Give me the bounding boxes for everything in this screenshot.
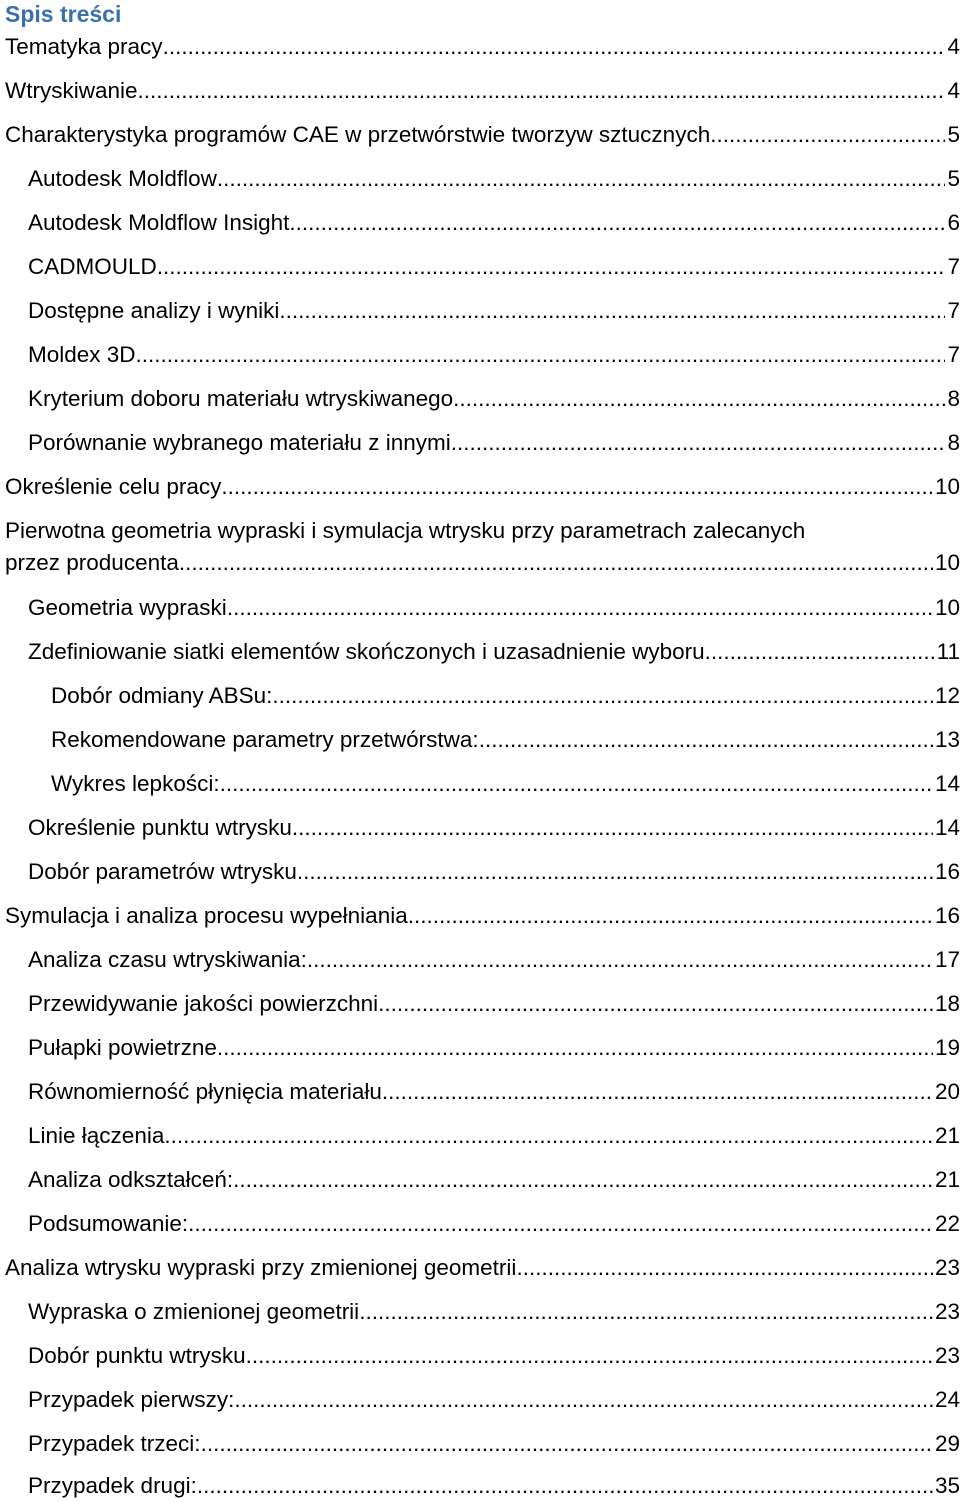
toc-leader-dots bbox=[164, 1120, 933, 1152]
toc-page-number: 16 bbox=[934, 859, 960, 884]
toc-page-number: 18 bbox=[934, 991, 960, 1016]
toc-entry-text: Kryterium doboru materiału wtryskiwanego bbox=[28, 386, 454, 411]
toc-entry-text: Przypadek pierwszy: bbox=[28, 1387, 235, 1412]
toc-entry[interactable] bbox=[5, 1252, 960, 1284]
toc-leader-dots bbox=[297, 856, 933, 888]
toc-entry-text: Określenie punktu wtrysku bbox=[28, 815, 292, 840]
toc-leader-dots bbox=[234, 1384, 933, 1416]
toc-leader-dots bbox=[451, 427, 946, 459]
toc-page-number: 4 bbox=[947, 34, 960, 59]
toc-page-number: 5 bbox=[947, 166, 960, 191]
toc-leader-dots bbox=[705, 636, 935, 668]
toc-entry-text: Rekomendowane parametry przetwórstwa: bbox=[51, 727, 479, 752]
toc-entry-text: Określenie celu pracy bbox=[5, 474, 222, 499]
toc-entry-text: Moldex 3D bbox=[28, 342, 136, 367]
toc-page-number: 23 bbox=[934, 1343, 960, 1368]
toc-entry-text: Analiza czasu wtryskiwania: bbox=[28, 947, 307, 972]
toc-page-number: 7 bbox=[947, 298, 960, 323]
toc-leader-dots bbox=[289, 207, 945, 239]
toc-page-number: 4 bbox=[947, 78, 960, 103]
toc-leader-dots bbox=[221, 471, 933, 503]
toc-leader-dots bbox=[136, 339, 946, 371]
toc-entry-text: Geometria wypraski bbox=[28, 595, 227, 620]
toc-leader-dots bbox=[382, 1076, 933, 1108]
toc-entry[interactable] bbox=[28, 1076, 960, 1108]
toc-page-number: 17 bbox=[934, 947, 960, 972]
toc-entry[interactable] bbox=[28, 251, 960, 283]
toc-leader-dots bbox=[378, 988, 933, 1020]
toc-leader-dots bbox=[516, 1252, 933, 1284]
toc-leader-dots bbox=[479, 724, 933, 756]
toc-page-number: 21 bbox=[934, 1167, 960, 1192]
toc-entry[interactable] bbox=[28, 163, 960, 195]
toc-entry-text: Charakterystyka programów CAE w przetwórstwie tworzyw sztucznych bbox=[5, 122, 711, 147]
toc-page-number: 5 bbox=[947, 122, 960, 147]
toc-leader-dots bbox=[710, 119, 945, 151]
toc-entry-text: Przypadek drugi: bbox=[28, 1473, 197, 1498]
toc-entry[interactable] bbox=[28, 812, 960, 844]
toc-entry-text: Symulacja i analiza procesu wypełniania bbox=[5, 903, 408, 928]
toc-page-number: 8 bbox=[947, 430, 960, 455]
toc-entry-text-continued: przez producenta bbox=[5, 550, 179, 575]
toc-entry-text: Analiza odkształceń: bbox=[28, 1167, 234, 1192]
toc-entry-text: Autodesk Moldflow Insight bbox=[28, 210, 290, 235]
toc-entry[interactable] bbox=[28, 988, 960, 1020]
toc-page-number: 23 bbox=[934, 1255, 960, 1280]
toc-entry[interactable] bbox=[28, 207, 960, 239]
toc-entry[interactable] bbox=[28, 944, 960, 976]
toc-leader-dots bbox=[163, 31, 946, 63]
toc-entry-text: Porównanie wybranego materiału z innymi bbox=[28, 430, 451, 455]
toc-entry-text: Dobór odmiany ABSu: bbox=[51, 683, 273, 708]
toc-leader-dots bbox=[246, 1340, 933, 1372]
toc-leader-dots bbox=[279, 295, 945, 327]
toc-entry[interactable] bbox=[28, 383, 960, 415]
toc-leader-dots bbox=[408, 900, 933, 932]
toc-page-number: 14 bbox=[934, 771, 960, 796]
toc-entry[interactable] bbox=[28, 1208, 960, 1240]
toc-leader-dots bbox=[307, 944, 933, 976]
toc-leader-dots bbox=[233, 1164, 933, 1196]
toc-entry-text: Linie łączenia bbox=[28, 1123, 165, 1148]
toc-page-number: 22 bbox=[934, 1211, 960, 1236]
toc-entry-text: Równomierność płynięcia materiału bbox=[28, 1079, 382, 1104]
toc-page-number: 19 bbox=[934, 1035, 960, 1060]
toc-entry[interactable] bbox=[28, 1164, 960, 1196]
toc-entry[interactable] bbox=[5, 900, 960, 932]
toc-entry-text: Wypraska o zmienionej geometrii bbox=[28, 1299, 360, 1324]
toc-entry-text: Pułapki powietrzne bbox=[28, 1035, 217, 1060]
toc-leader-dots bbox=[217, 1032, 933, 1064]
toc-page-number: 13 bbox=[934, 727, 960, 752]
toc-entry-text: Przypadek trzeci: bbox=[28, 1431, 201, 1456]
toc-entry[interactable] bbox=[28, 339, 960, 371]
toc-title: Spis treści bbox=[5, 1, 122, 27]
toc-entry-text: Podsumowanie: bbox=[28, 1211, 189, 1236]
toc-page-number: 24 bbox=[934, 1387, 960, 1412]
toc-entry[interactable] bbox=[5, 471, 960, 503]
toc-entry-text: Analiza wtrysku wypraski przy zmienionej geometrii bbox=[5, 1255, 517, 1280]
toc-entry[interactable] bbox=[28, 1032, 960, 1064]
toc-leader-dots bbox=[220, 768, 933, 800]
toc-entry[interactable] bbox=[28, 427, 960, 459]
toc-page-number: 7 bbox=[947, 254, 960, 279]
toc-leader-dots bbox=[272, 680, 933, 712]
toc-entry-text: Dobór parametrów wtrysku bbox=[28, 859, 297, 884]
toc-page-number: 6 bbox=[947, 210, 960, 235]
toc-entry[interactable] bbox=[5, 515, 960, 579]
toc-leader-dots bbox=[188, 1208, 933, 1240]
toc-entry[interactable] bbox=[5, 75, 960, 107]
toc-leader-dots bbox=[453, 383, 945, 415]
toc-entry[interactable] bbox=[51, 680, 960, 712]
toc-page-number: 10 bbox=[934, 550, 960, 575]
toc-entry-text: Przewidywanie jakości powierzchni bbox=[28, 991, 379, 1016]
toc-leader-dots bbox=[217, 163, 946, 195]
toc-entry-text: Dobór punktu wtrysku bbox=[28, 1343, 246, 1368]
toc-entry[interactable] bbox=[51, 724, 960, 756]
toc-entry[interactable] bbox=[28, 636, 960, 668]
toc-entry-text: Tematyka pracy bbox=[5, 34, 163, 59]
toc-page-number: 7 bbox=[947, 342, 960, 367]
toc-leader-dots bbox=[227, 592, 933, 624]
toc-entry[interactable] bbox=[5, 119, 960, 151]
toc-leader-dots bbox=[157, 251, 946, 283]
toc-page-number: 16 bbox=[934, 903, 960, 928]
toc-page-number: 21 bbox=[934, 1123, 960, 1148]
toc-page-number: 23 bbox=[934, 1299, 960, 1324]
toc-page-number: 12 bbox=[934, 683, 960, 708]
toc-entry-text: Pierwotna geometria wypraski i symulacja wtrysku przy parametrach zalecanych bbox=[5, 518, 806, 543]
toc-entry[interactable] bbox=[28, 1120, 960, 1152]
toc-entry[interactable] bbox=[28, 1428, 960, 1460]
toc-leader-dots bbox=[138, 75, 946, 107]
toc-entry[interactable] bbox=[28, 592, 960, 624]
toc-page-number: 10 bbox=[934, 595, 960, 620]
toc-entry-text: Wtryskiwanie bbox=[5, 78, 138, 103]
toc-entry-text: Wykres lepkości: bbox=[51, 771, 220, 796]
toc-page-number: 14 bbox=[934, 815, 960, 840]
toc-entry[interactable] bbox=[28, 1470, 960, 1502]
toc-page-number: 20 bbox=[934, 1079, 960, 1104]
toc-entry-continuation bbox=[5, 547, 960, 579]
toc-entry-text: CADMOULD bbox=[28, 254, 157, 279]
toc-page-number: 35 bbox=[934, 1473, 960, 1498]
toc-entry[interactable] bbox=[28, 1296, 960, 1328]
toc-entry[interactable] bbox=[28, 1384, 960, 1416]
toc-entry[interactable] bbox=[28, 856, 960, 888]
toc-leader-dots bbox=[292, 812, 933, 844]
toc-entry[interactable] bbox=[51, 768, 960, 800]
toc-leader-dots bbox=[359, 1296, 933, 1328]
toc-entry-text: Autodesk Moldflow bbox=[28, 166, 217, 191]
toc-entry[interactable] bbox=[28, 1340, 960, 1372]
toc-page-number: 8 bbox=[947, 386, 960, 411]
toc-leader-dots bbox=[197, 1470, 933, 1502]
toc-page-number: 29 bbox=[934, 1431, 960, 1456]
toc-entry-text: Dostępne analizy i wyniki bbox=[28, 298, 280, 323]
toc-leader-dots bbox=[179, 547, 933, 579]
toc-entry-text: Zdefiniowanie siatki elementów skończonych i uzasadnienie wyboru bbox=[28, 639, 705, 664]
toc-entry[interactable] bbox=[28, 295, 960, 327]
toc-leader-dots bbox=[201, 1428, 933, 1460]
toc-page-number: 10 bbox=[934, 474, 960, 499]
toc-entry[interactable] bbox=[5, 31, 960, 63]
toc-page-number: 11 bbox=[936, 639, 960, 664]
